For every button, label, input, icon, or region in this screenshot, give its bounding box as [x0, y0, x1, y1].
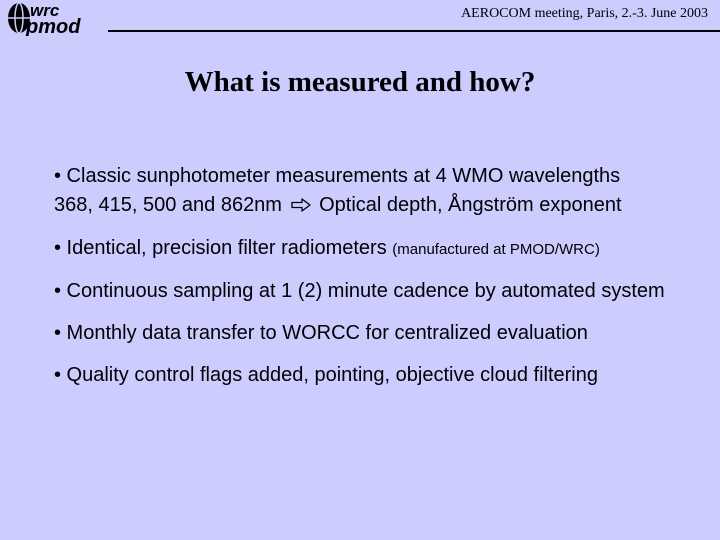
bullet-wavelengths-result: Optical depth, Ångström exponent: [319, 194, 622, 216]
bullet-data-transfer: • Monthly data transfer to WORCC for centralized evaluation: [54, 322, 588, 344]
bullet-wavelengths-values: 368, 415, 500 and 862nm: [54, 194, 282, 216]
logo-text-pmod: pmod: [26, 16, 81, 36]
header-rule: [108, 30, 720, 32]
wrc-pmod-logo: [6, 0, 110, 36]
bullet-radiometers-note: (manufactured at PMOD/WRC): [392, 241, 600, 258]
bullet-sampling: • Continuous sampling at 1 (2) minute cadence by automated system: [54, 280, 665, 302]
logo-text-wrc: wrc: [30, 1, 60, 20]
bullet-wavelengths-line1: • Classic sunphotometer measurements at 4 WMO wavelengths: [54, 165, 621, 187]
bullet-wavelengths: [54, 162, 674, 220]
meeting-info: AEROCOM meeting, Paris, 2.-3. June 2003: [461, 6, 708, 21]
bullet-radiometers-text: • Identical, precision filter radiometers: [54, 237, 393, 259]
bullet-list: [54, 162, 674, 390]
slide-title: What is measured and how?: [184, 66, 536, 98]
bullet-quality-control: • Quality control flags added, pointing, objective cloud filtering: [54, 364, 598, 386]
bullet-radiometers: [54, 234, 674, 264]
right-arrow-icon: [290, 198, 312, 212]
